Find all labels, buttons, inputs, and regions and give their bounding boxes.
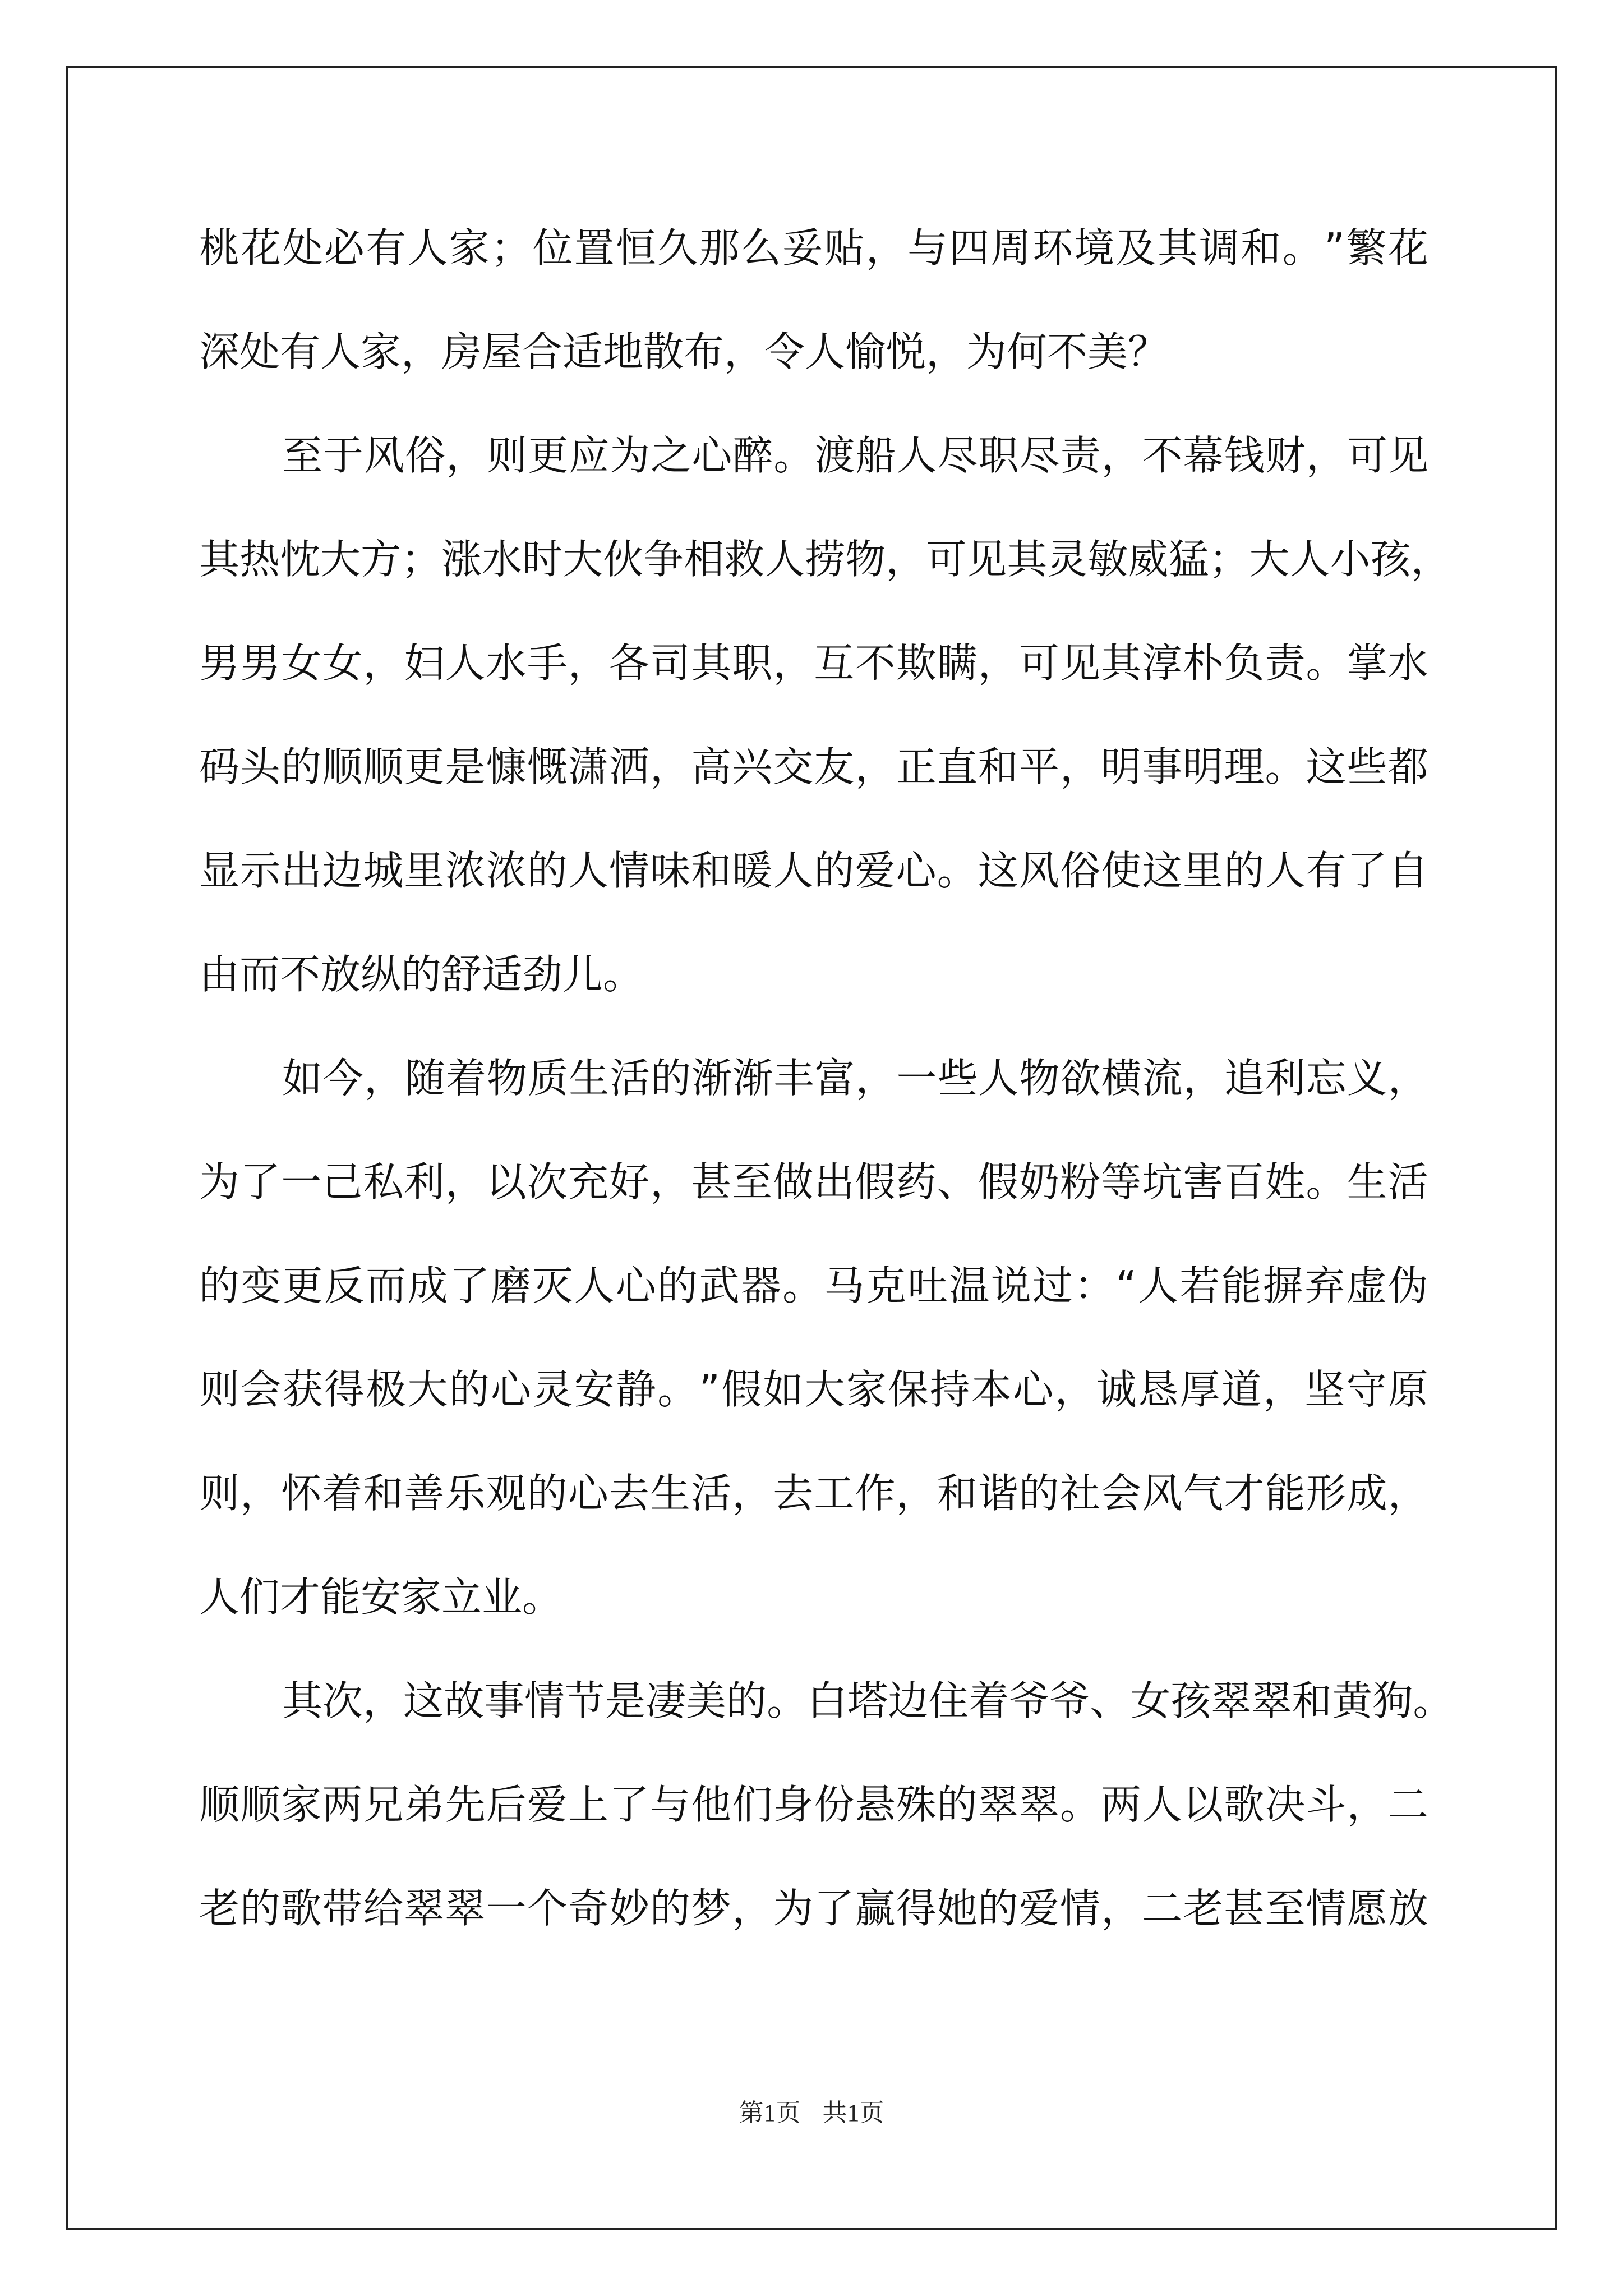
text-line: 的 变 更 反 而 成 了 磨 灭 人 心 的 武 器 。 马 克 吐 温 说 过 ： “ 人 若 能 摒 弃 虚 伪 (199, 1262, 1428, 1309)
page-footer (0, 2092, 1623, 2128)
text-line: 老 的 歌 带 给 翠 翠 一 个 奇 妙 的 梦 ， 为 了 赢 得 她 的 爱 情 ， 二 老 甚 至 情 愿 放 (199, 1885, 1428, 1932)
text-line: 如 今 ， 随 着 物 质 生 活 的 渐 渐 丰 富 ， 一 些 人 物 欲 横 流 ， 追 利 忘 义 ， (282, 1055, 1428, 1102)
text-line: 则 会 获 得 极 大 的 心 灵 安 静 。 ” 假 如 大 家 保 持 本 心 ， 诚 恳 厚 道 ， 坚 守 原 (199, 1366, 1428, 1413)
page-number: 第1页 (739, 2099, 801, 2127)
text-line: 至 于 风 俗 ， 则 更 应 为 之 心 醉 。 渡 船 人 尽 职 尽 责 ， 不 幕 钱 财 ， 可 见 (282, 432, 1428, 479)
text-line: 顺 顺 家 两 兄 弟 先 后 爱 上 了 与 他 们 身 份 悬 殊 的 翠 翠 。 两 人 以 歌 决 斗 ， 二 (199, 1781, 1428, 1828)
text-line: 深处有人家，房屋合适地散布，令人愉悦，为何不美？ (199, 328, 1169, 375)
document-body (199, 213, 1454, 1977)
page-total: 共1页 (822, 2099, 884, 2127)
text-line: 桃 花 处 必 有 人 家 ； 位 置 恒 久 那 么 妥 贴 ， 与 四 周 环 境 及 其 调 和 。 ” 繁 花 (199, 224, 1428, 272)
text-line: 其 次 ， 这 故 事 情 节 是 凄 美 的 。 白 塔 边 住 着 爷 爷 、 女 孩 翠 翠 和 黄 狗 。 (282, 1677, 1454, 1724)
text-line: 码 头 的 顺 顺 更 是 慷 慨 潇 洒 ， 高 兴 交 友 ， 正 直 和 平 ， 明 事 明 理 。 这 些 都 (199, 743, 1428, 790)
text-line: 为 了 一 己 私 利 ， 以 次 充 好 ， 甚 至 做 出 假 药 、 假 奶 粉 等 坑 害 百 姓 。 生 活 (199, 1158, 1428, 1205)
text-line: 其 热 忱 大 方 ； 涨 水 时 大 伙 争 相 救 人 捞 物 ， 可 见 其 灵 敏 威 猛 ； 大 人 小 孩 ， (199, 536, 1451, 583)
text-line: 显 示 出 边 城 里 浓 浓 的 人 情 味 和 暖 人 的 爱 心 。 这 风 俗 使 这 里 的 人 有 了 自 (199, 847, 1428, 894)
text-line: 人们才能安家立业。 (199, 1573, 563, 1621)
text-line: 由而不放纵的舒适劲儿。 (199, 951, 644, 998)
text-line: 则 ， 怀 着 和 善 乐 观 的 心 去 生 活 ， 去 工 作 ， 和 谐 的 社 会 风 气 才 能 形 成 ， (199, 1470, 1428, 1517)
text-line: 男 男 女 女 ， 妇 人 水 手 ， 各 司 其 职 ， 互 不 欺 瞒 ， 可 见 其 淳 朴 负 责 。 掌 水 (199, 639, 1428, 687)
